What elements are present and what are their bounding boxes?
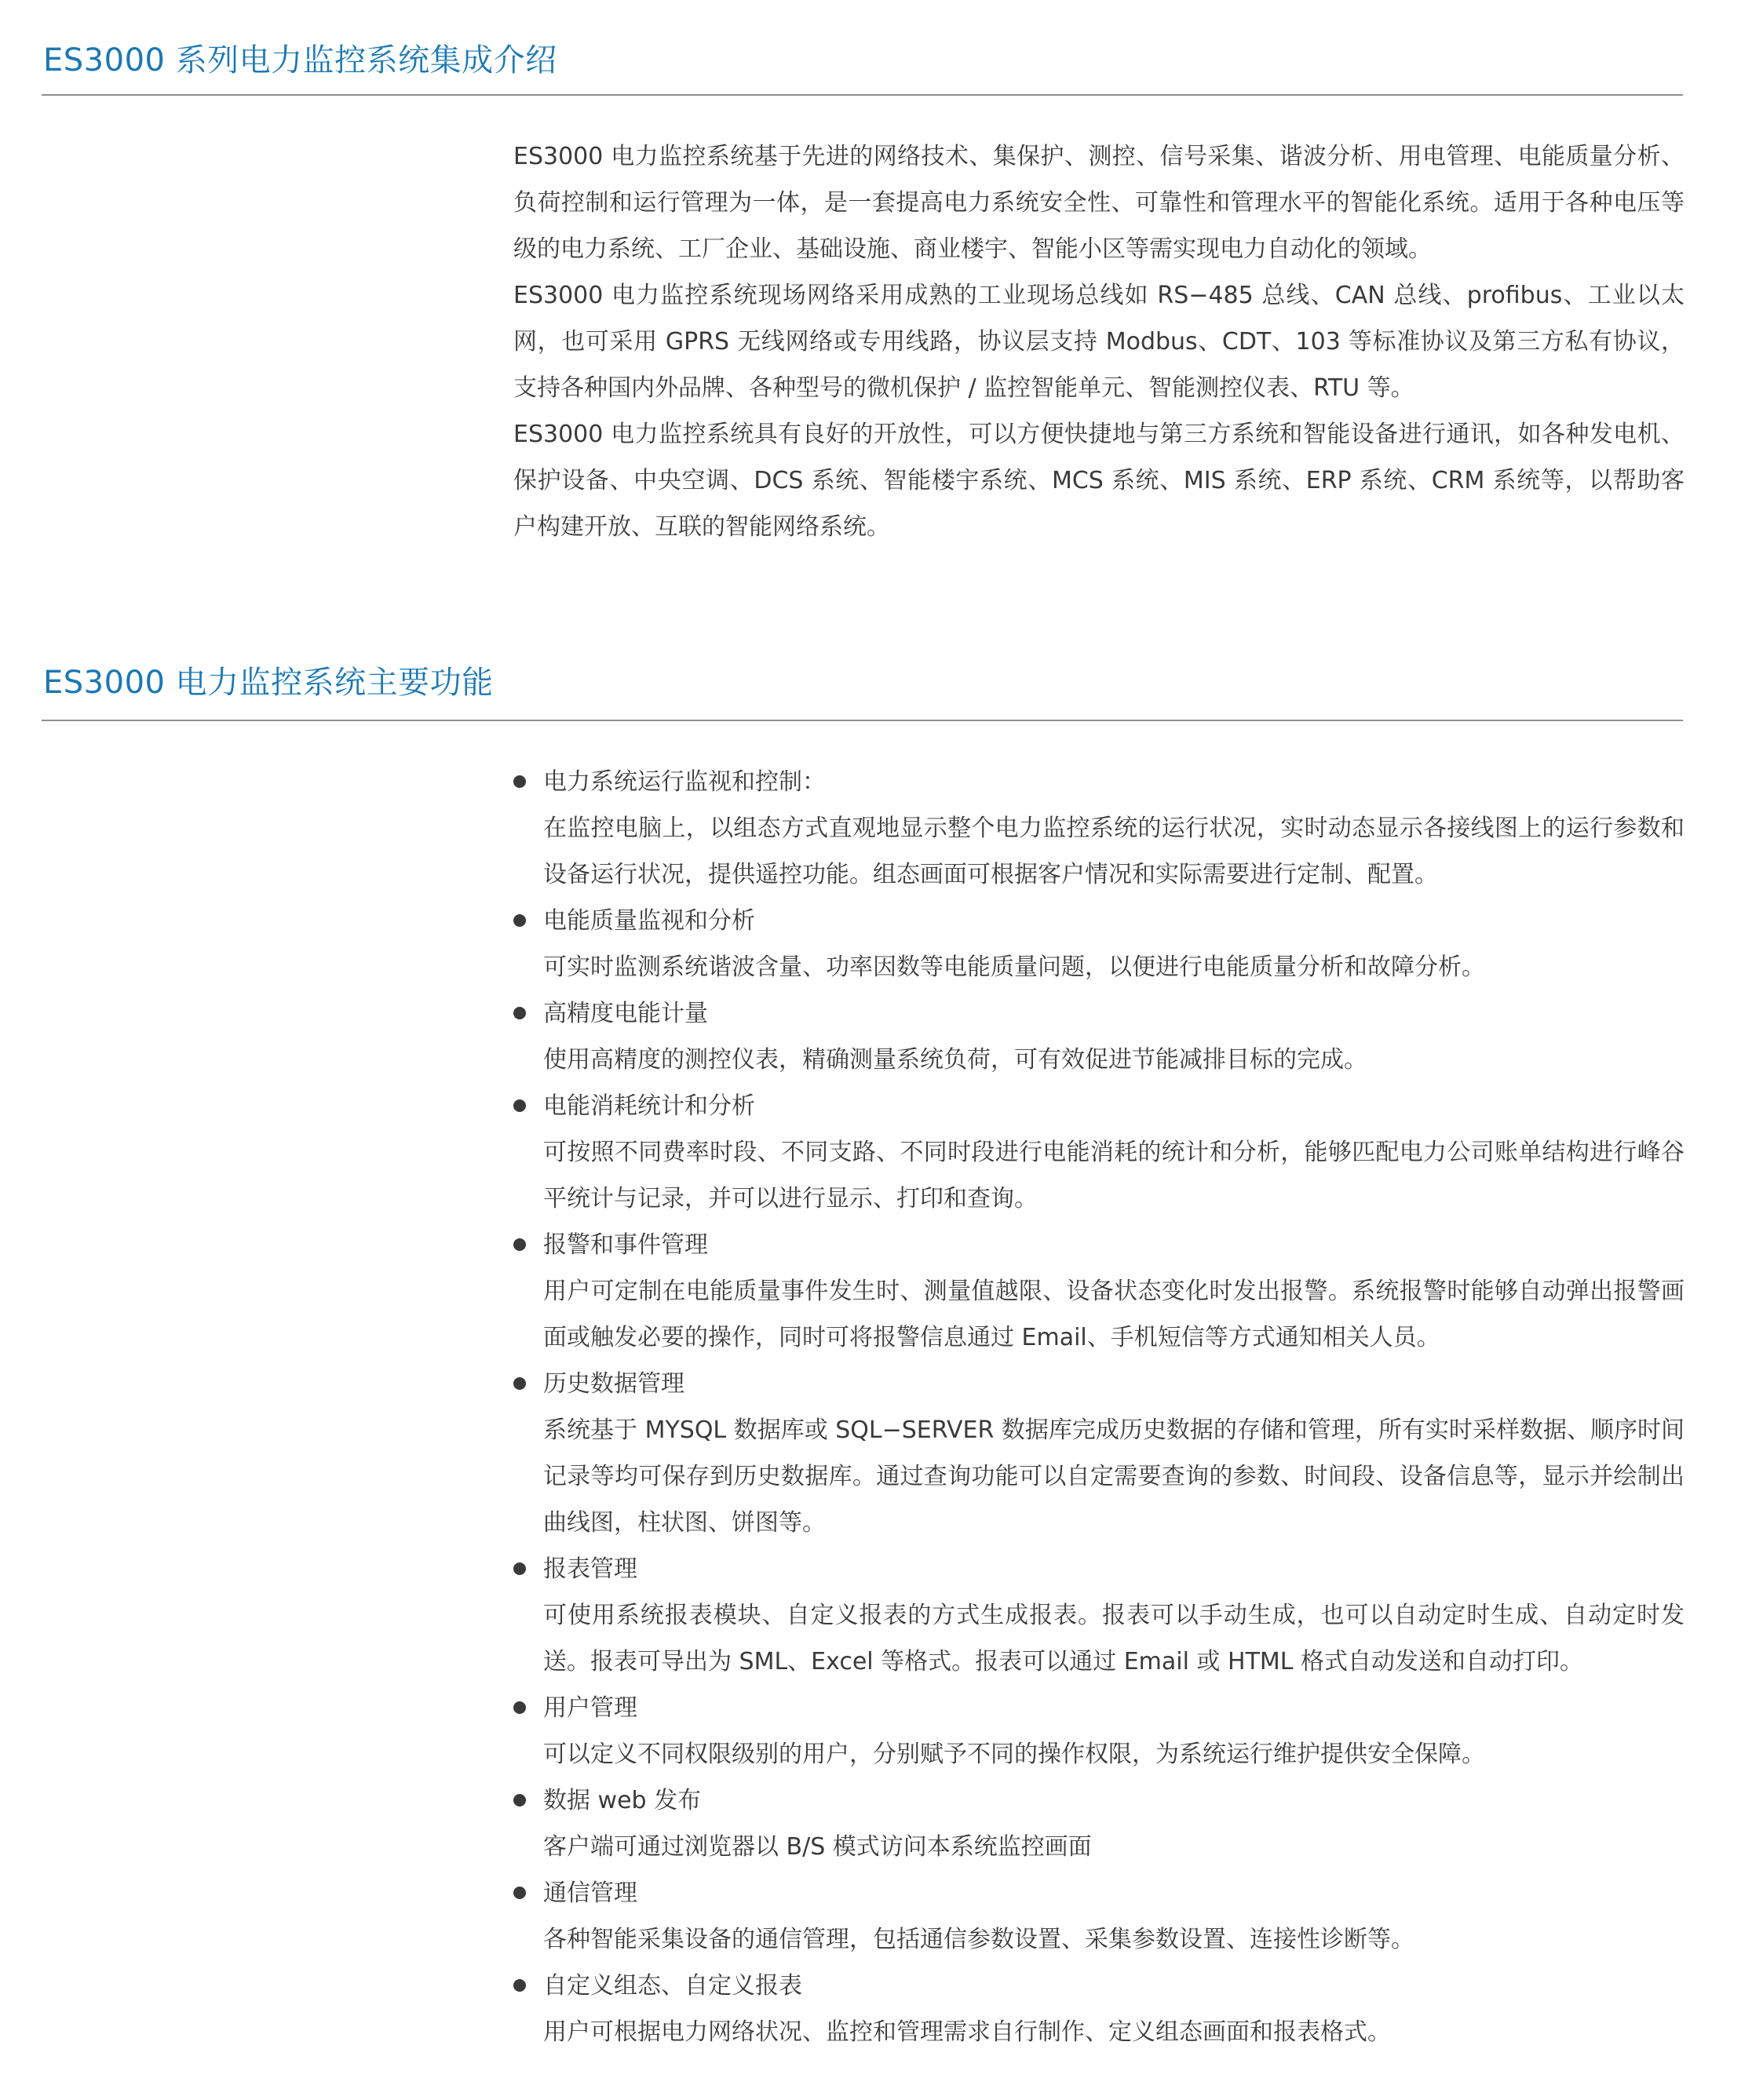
feature-title: 通信管理 — [543, 1879, 637, 1907]
section-title-intro: ES3000 系列电力监控系统集成介绍 — [43, 42, 557, 78]
bullet-icon — [513, 1099, 526, 1112]
bullet-icon — [513, 1238, 526, 1251]
feature-item — [513, 1546, 1684, 1685]
bullet-icon — [513, 1794, 526, 1807]
feature-title: 数据 web 发布 — [543, 1787, 702, 1814]
bullet-icon — [513, 1562, 526, 1575]
section-title-features: ES3000 电力监控系统主要功能 — [43, 665, 494, 701]
feature-description: 使用高精度的测控仪表，精确测量系统负荷，可有效促进节能减排目标的完成。 — [543, 1046, 1367, 1074]
feature-description: 各种智能采集设备的通信管理，包括通信参数设置、采集参数设置、连接性诊断等。 — [543, 1926, 1414, 1953]
bullet-icon — [513, 1979, 526, 1992]
bullet-icon — [513, 1887, 526, 1899]
feature-item — [513, 1685, 1684, 1777]
feature-description: 可实时监测系统谐波含量、功率因数等电能质量问题，以便进行电能质量分析和故障分析。 — [543, 953, 1485, 981]
feature-description: 系统基于 MYSQL 数据库或 SQL−SERVER 数据库完成历史数据的存储和管理，所有实时采样数据、顺序时间记录等均可保存到历史数据库。通过查询功能可以自定需要查询的参数、时间段、设备信息等，显示并绘制出曲线图，柱状图、饼图等。 — [543, 1416, 1684, 1537]
intro-text — [513, 133, 1684, 550]
intro-paragraph: ES3000 电力监控系统基于先进的网络技术、集保护、测控、信号采集、谐波分析、用电管理、电能质量分析、负荷控制和运行管理为一体，是一套提高电力系统安全性、可靠性和管理水平的智能化系统。适用于各种电压等级的电力系统、工厂企业、基础设施、商业楼宇、智能小区等需实现电力自动化的领域。 — [513, 143, 1684, 263]
feature-item — [513, 990, 1684, 1083]
section-divider — [42, 94, 1683, 96]
feature-title: 历史数据管理 — [543, 1370, 684, 1398]
feature-item — [513, 898, 1684, 990]
feature-title: 报表管理 — [543, 1555, 637, 1583]
feature-description: 可使用系统报表模块、自定义报表的方式生成报表。报表可以手动生成，也可以自动定时生成、自动定时发送。报表可导出为 SML、Excel 等格式。报表可以通过 Email 或 HTML 格式自动发送和自动打印。 — [543, 1602, 1684, 1675]
feature-description: 可以定义不同权限级别的用户，分别赋予不同的操作权限，为系统运行维护提供安全保障。 — [543, 1741, 1485, 1768]
bullet-icon — [513, 1377, 526, 1390]
feature-item — [513, 1361, 1684, 1546]
feature-description: 用户可根据电力网络状况、监控和管理需求自行制作、定义组态画面和报表格式。 — [543, 2018, 1391, 2046]
feature-title: 高精度电能计量 — [543, 1000, 708, 1027]
feature-item — [513, 759, 1684, 898]
intro-paragraph: ES3000 电力监控系统现场网络采用成熟的工业现场总线如 RS−485 总线、CAN 总线、profibus、工业以太网，也可采用 GPRS 无线网络或专用线路，协议层支持 Modbus、CDT、103 等标准协议及第三方私有协议，支持各种国内外品牌、各种型号的微机保护 / 监控智能单元、智能测控仪表、RTU 等。 — [513, 282, 1684, 402]
feature-list — [513, 759, 1684, 2055]
feature-item — [513, 1777, 1684, 1870]
feature-item — [513, 1222, 1684, 1361]
feature-title: 电力系统运行监视和控制： — [543, 768, 826, 796]
feature-title: 电能质量监视和分析 — [543, 907, 755, 935]
bullet-icon — [513, 1007, 526, 1019]
feature-description: 可按照不同费率时段、不同支路、不同时段进行电能消耗的统计和分析，能够匹配电力公司账单结构进行峰谷平统计与记录，并可以进行显示、打印和查询。 — [543, 1139, 1684, 1212]
feature-title: 自定义组态、自定义报表 — [543, 1972, 802, 2000]
feature-description: 在监控电脑上，以组态方式直观地显示整个电力监控系统的运行状况，实时动态显示各接线图上的运行参数和设备运行状况，提供遥控功能。组态画面可根据客户情况和实际需要进行定制、配置。 — [543, 815, 1684, 888]
feature-item — [513, 1870, 1684, 1963]
feature-title: 报警和事件管理 — [543, 1231, 708, 1259]
intro-paragraph: ES3000 电力监控系统具有良好的开放性，可以方便快捷地与第三方系统和智能设备进行通讯，如各种发电机、保护设备、中央空调、DCS 系统、智能楼宇系统、MCS 系统、MIS 系统、ERP 系统、CRM 系统等，以帮助客户构建开放、互联的智能网络系统。 — [513, 421, 1684, 541]
section-divider — [42, 720, 1683, 721]
feature-title: 用户管理 — [543, 1694, 637, 1722]
bullet-icon — [513, 775, 526, 788]
feature-title: 电能消耗统计和分析 — [543, 1092, 755, 1120]
feature-item — [513, 1083, 1684, 1222]
feature-description: 用户可定制在电能质量事件发生时、测量值越限、设备状态变化时发出报警。系统报警时能够自动弹出报警画面或触发必要的操作，同时可将报警信息通过 Email、手机短信等方式通知相关人员。 — [543, 1278, 1684, 1351]
bullet-icon — [513, 1701, 526, 1714]
feature-description: 客户端可通过浏览器以 B/S 模式访问本系统监控画面 — [543, 1833, 1092, 1861]
feature-item — [513, 1963, 1684, 2055]
bullet-icon — [513, 914, 526, 927]
